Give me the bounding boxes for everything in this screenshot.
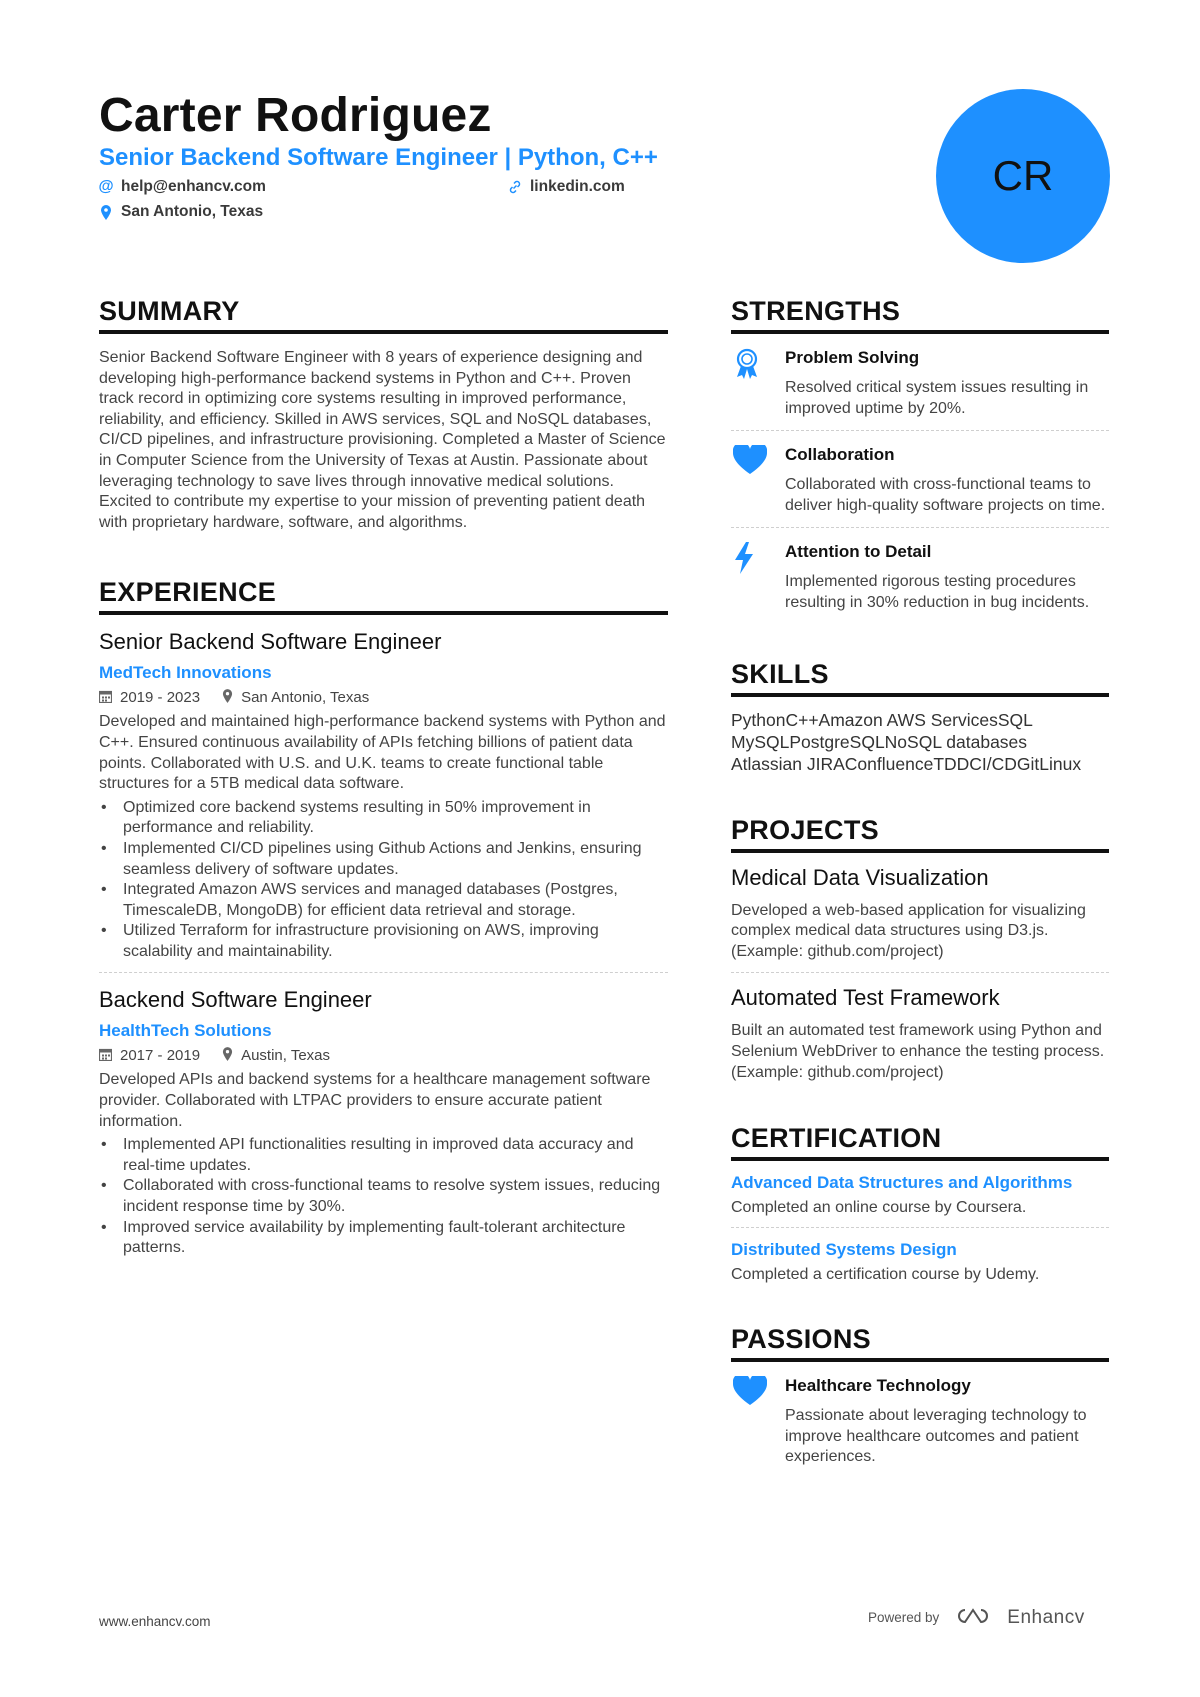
job-bullet: • Improved service availability by implementing fault-tolerant architecture patterns. <box>99 1218 668 1259</box>
project-title: Automated Test Framework <box>731 985 1000 1011</box>
skills-line: Atlassian JIRAConfluenceTDDCI/CDGitLinux <box>731 753 1082 774</box>
skills-heading: SKILLS <box>731 659 1109 697</box>
certification-description: Completed a certification course by Udemy. <box>731 1266 1040 1284</box>
strengths-heading: STRENGTHS <box>731 296 1109 334</box>
experience-heading: EXPERIENCE <box>99 577 668 615</box>
strength-description: Resolved critical system issues resulting in improved uptime by 20%. <box>785 379 1089 417</box>
strength-item <box>731 528 1109 624</box>
link-icon <box>508 180 522 194</box>
location-text: San Antonio, Texas <box>121 203 264 220</box>
contact-email[interactable] <box>99 178 266 196</box>
contact-location <box>99 203 263 221</box>
passion-title: Healthcare Technology <box>785 1376 971 1396</box>
job-bullets <box>99 798 668 963</box>
certification-title[interactable]: Advanced Data Structures and Algorithms <box>731 1173 1073 1193</box>
job-title: Backend Software Engineer <box>99 987 372 1013</box>
summary-heading: SUMMARY <box>99 296 668 334</box>
strength-title: Attention to Detail <box>785 542 932 562</box>
job-description: Developed and maintained high-performance backend systems with Python and C++. Ensured continuous availability of APIs fetching billions of patient data points. Collaborated with U.S. and U.K. teams to create functional table structures for a 5TB medical data software. <box>99 713 666 793</box>
job-bullet: • Implemented CI/CD pipelines using Github Actions and Jenkins, ensuring seamless delivery of software updates. <box>99 839 668 880</box>
skills-line: PythonC++Amazon AWS ServicesSQL <box>731 709 1033 730</box>
job-company[interactable]: HealthTech Solutions <box>99 1021 272 1041</box>
contact-linkedin[interactable] <box>508 178 625 196</box>
certification-heading: CERTIFICATION <box>731 1123 1109 1161</box>
entry-divider <box>99 972 668 973</box>
job-meta <box>99 1047 668 1064</box>
experience-entry <box>99 629 668 962</box>
job-description: Developed APIs and backend systems for a healthcare management software provider. Collaborated with LTPAC providers to ensure accurate patient information. <box>99 1071 651 1130</box>
footer-website[interactable]: www.enhancv.com <box>99 1614 211 1629</box>
passion-item <box>731 1362 1109 1479</box>
left-column <box>99 296 668 1259</box>
job-title: Senior Backend Software Engineer <box>99 629 442 655</box>
job-bullet: • Implemented API functionalities resulting in improved data accuracy and real-time updates. <box>99 1135 668 1176</box>
experience-entry <box>99 987 668 1258</box>
job-bullet: • Collaborated with cross-functional teams to resolve system issues, reducing incident response time by 30%. <box>99 1176 668 1217</box>
location-pin-icon <box>222 1047 233 1064</box>
entry-divider <box>731 972 1109 973</box>
location-pin-icon <box>222 689 233 706</box>
strength-description: Collaborated with cross-functional teams to deliver high-quality software projects on time. <box>785 476 1106 514</box>
job-bullet: • Integrated Amazon AWS services and managed databases (Postgres, TimescaleDB, MongoDB) for efficient data retrieval and storage. <box>99 880 668 921</box>
job-bullets <box>99 1135 668 1259</box>
job-location: Austin, Texas <box>241 1047 331 1065</box>
footer-branding[interactable] <box>868 1606 1085 1629</box>
project-item <box>731 985 1109 1083</box>
heart-icon <box>731 1376 785 1468</box>
job-dates: 2019 - 2023 <box>120 689 201 707</box>
job-company[interactable]: MedTech Innovations <box>99 663 272 683</box>
at-sign-icon: @ <box>98 178 114 195</box>
strength-item <box>731 431 1109 527</box>
candidate-headline: Senior Backend Software Engineer | Python, C++ <box>99 144 658 171</box>
passion-description: Passionate about leveraging technology to improve healthcare outcomes and patient experiences. <box>785 1407 1087 1466</box>
lightning-bolt-icon <box>731 542 785 613</box>
strength-title: Collaboration <box>785 445 895 465</box>
entry-divider <box>731 1227 1109 1228</box>
enhancv-logo-icon <box>953 1606 993 1629</box>
job-meta <box>99 689 668 706</box>
project-title: Medical Data Visualization <box>731 864 989 890</box>
strength-description: Implemented rigorous testing procedures resulting in 30% reduction in bug incidents. <box>785 573 1090 611</box>
candidate-name: Carter Rodriguez <box>99 89 492 142</box>
skills-line: MySQLPostgreSQLNoSQL databases <box>731 731 1028 752</box>
linkedin-text: linkedin.com <box>530 178 625 195</box>
email-text: help@enhancv.com <box>121 178 266 195</box>
job-bullet: • Utilized Terraform for infrastructure provisioning on AWS, improving scalability and maintainability. <box>99 921 668 962</box>
calendar-icon <box>99 1048 112 1064</box>
projects-heading: PROJECTS <box>731 815 1109 853</box>
passions-heading: PASSIONS <box>731 1324 1109 1362</box>
summary-text: Senior Backend Software Engineer with 8 years of experience designing and developing high-performance backend systems in Python and C++. Proven track record in optimizing core systems resulting in improved performance, reliability, and efficiency. Skilled in AWS services, SQL and NoSQL databases, CI/CD pipelines, and infrastructure provisioning. Completed a Master of Science in Computer Science from the University of Texas at Austin. Passionate about leveraging technology to save lives through innovative medical solutions. Excited to contribute my expertise to your mission of preventing patient death with proprietary hardware, software, and algorithms. <box>99 349 666 531</box>
certification-title[interactable]: Distributed Systems Design <box>731 1240 957 1260</box>
avatar-initials: CR <box>936 89 1110 263</box>
project-item <box>731 865 1109 963</box>
job-dates: 2017 - 2019 <box>120 1047 201 1065</box>
calendar-icon <box>99 690 112 706</box>
certification-item <box>731 1240 1109 1284</box>
project-description: Built an automated test framework using Python and Selenium WebDriver to enhance the testing process. (Example: github.com/project) <box>731 1022 1105 1081</box>
job-location: San Antonio, Texas <box>241 689 370 707</box>
project-description: Developed a web-based application for visualizing complex medical data structures using D3.js. (Example: github.com/project) <box>731 901 1086 960</box>
location-pin-icon <box>99 205 113 220</box>
right-column <box>731 296 1109 1479</box>
strength-item <box>731 334 1109 430</box>
certification-description: Completed an online course by Coursera. <box>731 1199 1027 1217</box>
strength-title: Problem Solving <box>785 348 920 367</box>
job-bullet: • Optimized core backend systems resulting in 50% improvement in performance and reliability. <box>99 798 668 839</box>
powered-by-text: Powered by <box>868 1610 940 1625</box>
heart-icon <box>731 445 785 516</box>
brand-name: Enhancv <box>1007 1606 1085 1628</box>
award-ribbon-icon <box>731 348 785 419</box>
skills-list <box>731 709 1109 775</box>
certification-item <box>731 1173 1109 1217</box>
